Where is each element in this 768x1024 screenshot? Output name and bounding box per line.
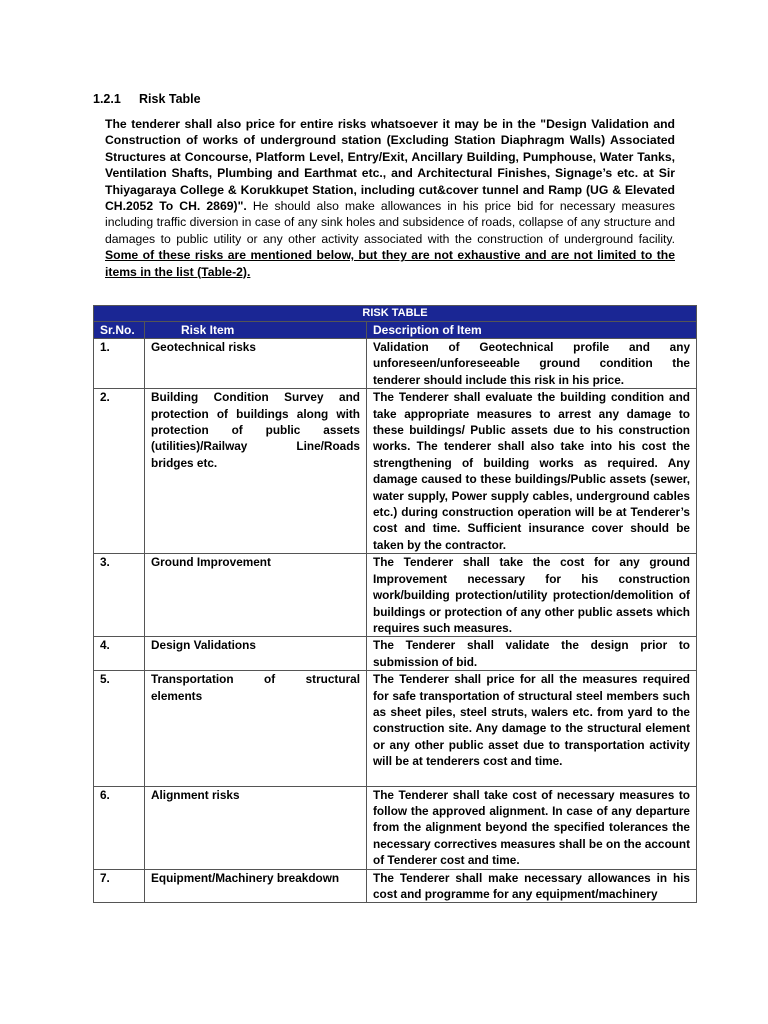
table-title: RISK TABLE — [94, 306, 697, 322]
row-risk-item: Design Validations — [145, 637, 367, 671]
row-description: The Tenderer shall evaluate the building condition and take appropriate measures to arrest any damage to these buildings/ Public assets due to his construction works. The tenderer shall also take into his cost the strengthening of building works as required. Any damage caused to these buildings/Public assets (sewer, water supply, Power supply cables, underground cables etc.) during construction operation will be at Tenderer’s cost and time. Sufficient insurance cover should be taken by the contractor. — [367, 389, 697, 554]
table-row — [94, 637, 697, 671]
row-sr-no: 2. — [94, 389, 145, 554]
risk-table — [93, 305, 697, 903]
table-row — [94, 339, 697, 389]
table-row — [94, 869, 697, 903]
row-description: Validation of Geotechnical profile and any unforeseen/unforeseeable ground condition the tenderer should include this risk in his price. — [367, 339, 697, 389]
table-title-row — [94, 306, 697, 322]
intro-paragraph — [105, 116, 675, 280]
row-risk-item: Transportation of structural elements — [145, 671, 367, 786]
row-description: The Tenderer shall price for all the measures required for safe transportation of structural steel members such as sheet piles, steel struts, walers etc. from yard to the construction site. Any damage to the structural element or any other public asset due to transportation activity will be at tenderers cost and time. — [367, 671, 697, 786]
row-sr-no: 5. — [94, 671, 145, 786]
row-description: The Tenderer shall make necessary allowances in his cost and programme for any equipment/machinery — [367, 869, 697, 903]
row-description: The Tenderer shall take the cost for any ground Improvement necessary for his construction work/building protection/utility protection/demolition of buildings or protection of any other public assets which requires such measures. — [367, 554, 697, 637]
table-row — [94, 389, 697, 554]
intro-text-underlined: Some of these risks are mentioned below, but they are not exhaustive and are not limited to the items in the list (Table-2). — [105, 248, 675, 279]
row-sr-no: 3. — [94, 554, 145, 637]
row-description: The Tenderer shall validate the design prior to submission of bid. — [367, 637, 697, 671]
row-risk-item: Building Condition Survey and protection of buildings along with protection of public assets (utilities)/Railway Line/Roads bridges etc. — [145, 389, 367, 554]
row-sr-no: 4. — [94, 637, 145, 671]
row-sr-no: 7. — [94, 869, 145, 903]
intro-text-bold: The tenderer shall also price for entire risks whatsoever it may be in the "Design Validation and Construction of works of underground station (Excluding Station Diaphragm Walls) Associated Structures at Concourse, Platform Level, Entry/Exit, Ancillary Building, Pumphouse, Water Tanks, Ventilation Shafts, Plumbing and Earthmat etc., and Architectural Finishes, Signage’s etc. at Sir Thiyagaraya College & Korukkupet Station, including cut&cover tunnel and Ramp (UG & Elevated CH.2052 To CH. 2869)". — [105, 117, 675, 214]
table-header-row — [94, 322, 697, 339]
header-sr-no: Sr.No. — [94, 322, 145, 339]
row-sr-no: 1. — [94, 339, 145, 389]
table-row — [94, 671, 697, 786]
section-title: Risk Table — [139, 92, 201, 106]
row-risk-item: Alignment risks — [145, 786, 367, 869]
intro-text-regular: He should also make allowances in his price bid for necessary measures including traffic diversion in case of any sink holes and subsidence of roads, collapse of any structure and damages to public utility or any other activity associated with the construction of underground facility. — [105, 199, 675, 246]
header-risk-item: Risk Item — [145, 322, 367, 339]
section-heading — [93, 92, 201, 106]
table-row — [94, 786, 697, 869]
row-risk-item: Geotechnical risks — [145, 339, 367, 389]
section-number: 1.2.1 — [93, 92, 121, 106]
row-sr-no: 6. — [94, 786, 145, 869]
table-row — [94, 554, 697, 637]
row-risk-item: Ground Improvement — [145, 554, 367, 637]
row-description: The Tenderer shall take cost of necessary measures to follow the approved alignment. In case of any departure from the alignment beyond the specified tolerances the necessary correctives measures shall be on the account of Tenderer cost and time. — [367, 786, 697, 869]
row-risk-item: Equipment/Machinery breakdown — [145, 869, 367, 903]
header-description: Description of Item — [367, 322, 697, 339]
